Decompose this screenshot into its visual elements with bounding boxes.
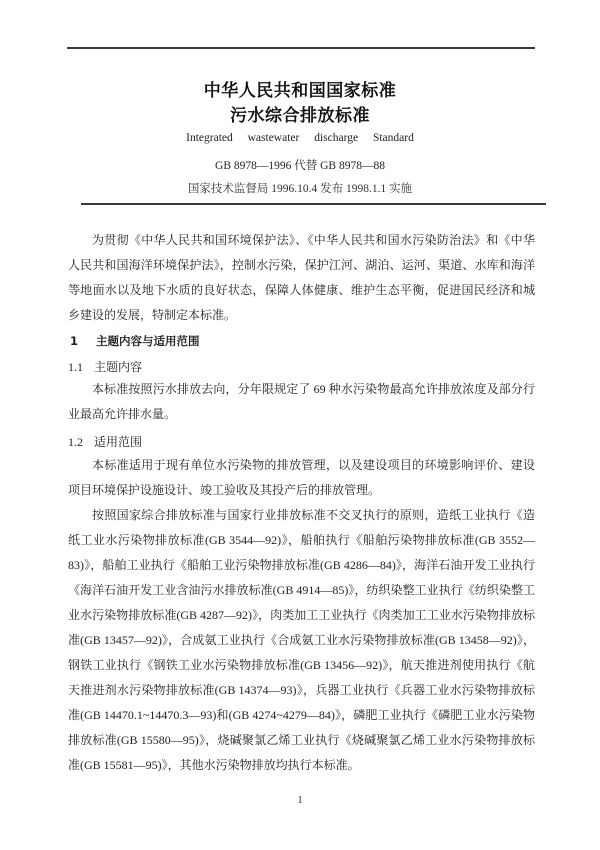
section-1-1-body [68,377,535,427]
section-title: 适用范围 [94,435,143,449]
standard-code: GB 8978—1996 代替 GB 8978—88 [215,160,385,172]
section-1-2-body [68,453,535,778]
english-title: Integrated wastewater discharge Standard [186,132,414,144]
section-number: 1 [70,334,79,348]
document-title-line1: 中华人民共和国国家标准 [203,81,397,101]
section-1-2-paragraph-1: 本标准适用于现有单位水污染物的排放管理，以及建设项目的环境影响评价、建设项目环境保护设施设计、竣工验收及其投产后的排放管理。 [68,458,535,497]
section-1-heading [70,333,200,349]
section-1-1-paragraph: 本标准按照污水排放去向，分年限规定了 69 种水污染物最高允许排放浓度及部分行业最高允许排水量。 [68,382,535,421]
preamble-paragraph: 为贯彻《中华人民共和国环境保护法》、《中华人民共和国水污染防治法》和《中华人民共和国海洋环境保护法》，控制水污染，保护江河、湖泊、运河、渠道、水库和海洋等地面水以及地下水质的良好状态，保障人体健康、维护生态平衡，促进国民经济和城乡建设的发展，特制定本标准。 [68,233,535,322]
section-1-1-heading [68,358,142,375]
issue-info: 国家技术监督局 1996.10.4 发布 1998.1.1 实施 [187,183,413,195]
document-title-line2: 污水综合排放标准 [230,106,370,126]
section-title: 主题内容 [94,360,143,374]
section-1-2-paragraph-2: 按照国家综合排放标准与国家行业排放标准不交叉执行的原则，造纸工业执行《造纸工业水污染物排放标准(GB 3544—92)》，船舶执行《船舶污染物排放标准(GB 3552—83)》，船舶工业执行《船舶工业污染物排放标准(GB 4286—84)》，海洋石油开发工业执行《海洋石油开发工业含油污水排放标准(GB 4914—85)》，纺织染整工业执行《纺织染整工业水污染物排放标准(GB 4287—92)》，肉类加工工业执行《肉类加工工业水污染物排放标准(GB 13457—92)》，合成氨工业执行《合成氨工业水污染物排放标准(GB 13458—92)》，钢铁工业执行《钢铁工业水污染物排放标准(GB 13456—92)》，航天推进剂使用执行《航天推进剂水污染物排放标准(GB 14374—93)》，兵器工业执行《兵器工业水污染物排放标准(GB 14470.1~14470.3—93)和(GB 4274~4279—84)》，磷肥工业执行《磷肥工业水污染物排放标准(GB 15580—95)》，烧碱聚氯乙烯工业执行《烧碱聚氯乙烯工业水污染物排放标准(GB 15581—95)》，其他水污染物排放均执行本标准。 [68,508,535,772]
header-top-rule [67,47,535,49]
page-number: 1 [297,794,303,806]
section-number: 1.1 [68,360,83,374]
preamble-block [68,228,535,328]
section-number: 1.2 [68,435,83,449]
header-bottom-rule [81,203,546,205]
section-1-2-heading [68,433,142,450]
section-title: 主题内容与适用范围 [96,334,200,348]
